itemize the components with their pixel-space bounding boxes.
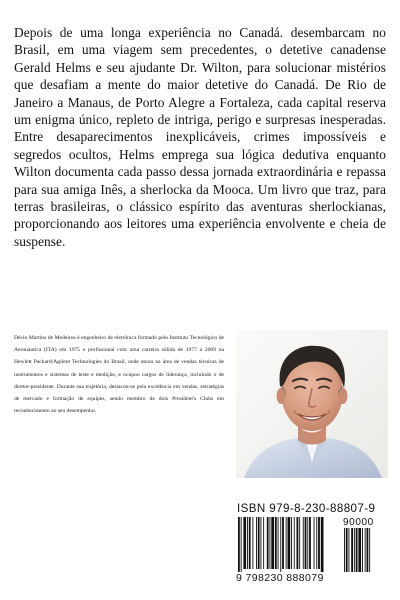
author-photo [236, 330, 388, 478]
barcode-image [236, 517, 388, 573]
barcode-digits: 9 798230 888079 [236, 572, 324, 584]
isbn-label: ISBN 979-8-230-88807-9 [237, 502, 376, 515]
isbn-barcode-block [236, 490, 388, 590]
synopsis-text: Depois de uma longa experiência no Canadá. desembarcam no Brasil, em uma viagem sem precedentes, o detetive canadense Gerald Helms e seu ajudante Dr. Wilton, para solucionar mistérios que desafiam a mente do maior detetive do Canadá. De Rio de Janeiro a Manaus, de Porto Alegre a Fortaleza, cada capital reserva um enigma único, repleto de intriga, perigo e surpresas inesperadas. Entre desaparecimentos inexplicáveis, crimes impossíveis e segredos ocultos, Helms emprega sua lógica dedutiva enquanto Wilton documenta cada passo dessa jornada extraordinária e repassa para sua amiga Inês, a sherlocka da Mooca. Um livro que traz, para terras brasileiras, o clássico espírito das aventuras sherlockianas, proporcionando aos leitores uma experiência envolvente e cheia de suspense. [14, 25, 386, 249]
price-code: 90000 [343, 517, 374, 528]
author-bio-text: Décio Martins de Medeiros é engenheiro de eletrônica formado pelo Instituto Tecnológico de Aeronáutica (ITA) em 1975 e profissional com uma carreira sólida de 1977 a 2009 na Hewlett Packard/Agilent Technologies do Brasil, onde atuou na área de vendas técnicas de instrumentos e sistemas de teste e medição, e ocupou cargos de liderança, incluindo o de diretor-presidente. Durante sua trajetória, destacou-se pela excelência em vendas, estratégias de mercado e formação de equipes, sendo membro de dois President's Clubs em reconhecimento ao seu desempenho. [14, 335, 224, 415]
